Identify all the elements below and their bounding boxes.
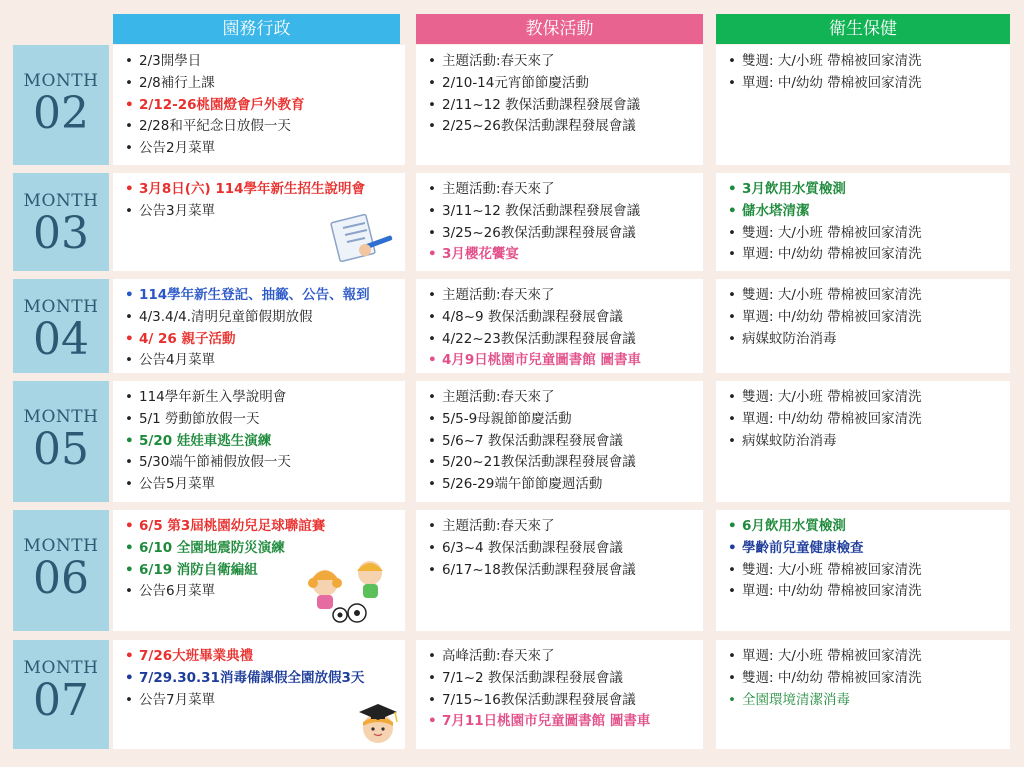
admin-list [123, 387, 395, 496]
list-item: • 7月11日桃園市兒童圖書館 圖書車 [426, 711, 693, 733]
kids-soccer-illustration [295, 553, 400, 625]
list-item: • 6/10 全園地震防災演練 [123, 538, 395, 560]
list-item: • 單週: 中/幼幼 帶棉被回家清洗 [726, 409, 1000, 431]
month-badge [13, 510, 109, 631]
list-item: • 3月8日(六) 114學年新生招生說明會 [123, 179, 395, 201]
list-item: • 114學年新生入學說明會 [123, 387, 395, 409]
admin-cell [113, 279, 405, 373]
edu-list [426, 516, 693, 581]
list-item: • 6/3~4 教保活動課程發展會議 [426, 538, 693, 560]
list-item: • 4月9日桃園市兒童圖書館 圖書車 [426, 350, 693, 372]
list-item: • 6/19 消防自衛編組 [123, 560, 395, 582]
list-item: • 公告5月菜單 [123, 474, 395, 496]
health-cell [716, 510, 1010, 631]
edu-cell [416, 640, 703, 749]
month-badge [13, 45, 109, 165]
health-cell [716, 381, 1010, 502]
list-item: • 3/25~26教保活動課程發展會議 [426, 223, 693, 245]
month-label: MONTH [23, 407, 99, 427]
edu-cell [416, 45, 703, 165]
list-item: • 單週: 中/幼幼 帶棉被回家清洗 [726, 581, 1000, 603]
edu-list [426, 51, 693, 138]
list-item: • 7/1~2 教保活動課程發展會議 [426, 668, 693, 690]
list-item: • 2/25~26教保活動課程發展會議 [426, 116, 693, 138]
list-item: • 5/20~21教保活動課程發展會議 [426, 452, 693, 474]
edu-cell [416, 173, 703, 271]
month-number: 03 [33, 208, 89, 259]
list-item: • 全園環境清潔消毒 [726, 690, 1000, 712]
list-item: • 雙週: 大/小班 帶棉被回家清洗 [726, 285, 1000, 307]
health-cell [716, 640, 1010, 749]
list-item: • 單週: 中/幼幼 帶棉被回家清洗 [726, 73, 1000, 95]
month-badge [13, 381, 109, 502]
list-item: • 2/28和平紀念日放假一天 [123, 116, 395, 138]
graduate-child-illustration [355, 700, 401, 746]
health-cell [716, 173, 1010, 271]
list-item: • 公告2月菜單 [123, 138, 395, 160]
list-item: • 公告4月菜單 [123, 350, 395, 372]
edu-cell [416, 279, 703, 373]
month-number: 04 [33, 314, 89, 365]
list-item: • 學齡前兒童健康檢查 [726, 538, 1000, 560]
list-item: • 儲水塔清潔 [726, 201, 1000, 223]
list-item: • 3月櫻花饗宴 [426, 244, 693, 266]
list-item: • 4/3.4/4.清明兒童節假期放假 [123, 307, 395, 329]
month-badge [13, 640, 109, 749]
health-list [726, 646, 1000, 711]
health-list [726, 51, 1000, 95]
admin-cell [113, 381, 405, 502]
list-item: • 單週: 中/幼幼 帶棉被回家清洗 [726, 244, 1000, 266]
month-label: MONTH [23, 297, 99, 317]
edu-list [426, 285, 693, 372]
list-item: • 4/8~9 教保活動課程發展會議 [426, 307, 693, 329]
list-item: • 主題活動:春天來了 [426, 285, 693, 307]
health-list [726, 285, 1000, 350]
health-cell [716, 45, 1010, 165]
edu-cell [416, 381, 703, 502]
list-item: • 雙週: 大/小班 帶棉被回家清洗 [726, 223, 1000, 245]
list-item: • 雙週: 大/小班 帶棉被回家清洗 [726, 51, 1000, 73]
list-item: • 單週: 大/小班 帶棉被回家清洗 [726, 646, 1000, 668]
month-number: 06 [33, 553, 89, 604]
list-item: • 114學年新生登記、抽籤、公告、報到 [123, 285, 395, 307]
list-item: • 2/12-26桃園燈會戶外教育 [123, 95, 395, 117]
month-label: MONTH [23, 191, 99, 211]
month-label: MONTH [23, 71, 99, 91]
list-item: • 3/11~12 教保活動課程發展會議 [426, 201, 693, 223]
list-item: • 主題活動:春天來了 [426, 51, 693, 73]
month-label: MONTH [23, 658, 99, 678]
list-item: • 主題活動:春天來了 [426, 179, 693, 201]
list-item: • 2/10-14元宵節節慶活動 [426, 73, 693, 95]
header-education: 教保活動 [416, 14, 703, 44]
list-item: • 7/15~16教保活動課程發展會議 [426, 690, 693, 712]
list-item: • 2/11~12 教保活動課程發展會議 [426, 95, 693, 117]
list-item: • 5/20 娃娃車逃生演練 [123, 431, 395, 453]
list-item: • 單週: 中/幼幼 帶棉被回家清洗 [726, 307, 1000, 329]
month-badge [13, 173, 109, 271]
health-list [726, 179, 1000, 266]
list-item: • 公告6月菜單 [123, 581, 395, 603]
list-item: • 高峰活動:春天來了 [426, 646, 693, 668]
list-item: • 5/5-9母親節節慶活動 [426, 409, 693, 431]
list-item: • 4/ 26 親子活動 [123, 329, 395, 351]
edu-list [426, 179, 693, 266]
edu-list [426, 646, 693, 733]
health-list [726, 387, 1000, 452]
month-number: 05 [33, 424, 89, 475]
list-item: • 主題活動:春天來了 [426, 387, 693, 409]
signing-document-icon [325, 210, 395, 262]
month-number: 07 [33, 675, 89, 726]
header-health: 衛生保健 [716, 14, 1010, 44]
list-item: • 5/1 勞動節放假一天 [123, 409, 395, 431]
list-item: • 2/3開學日 [123, 51, 395, 73]
list-item: • 雙週: 大/小班 帶棉被回家清洗 [726, 387, 1000, 409]
header-admin: 園務行政 [113, 14, 400, 44]
health-cell [716, 279, 1010, 373]
list-item: • 2/8補行上課 [123, 73, 395, 95]
list-item: • 4/22~23教保活動課程發展會議 [426, 329, 693, 351]
list-item: • 3月飲用水質檢測 [726, 179, 1000, 201]
admin-cell [113, 45, 405, 165]
list-item: • 6/5 第3屆桃園幼兒足球聯誼賽 [123, 516, 395, 538]
list-item: • 6月飲用水質檢測 [726, 516, 1000, 538]
list-item: • 病媒蚊防治消毒 [726, 431, 1000, 453]
list-item: • 病媒蚊防治消毒 [726, 329, 1000, 351]
month-number: 02 [33, 88, 89, 139]
list-item: • 主題活動:春天來了 [426, 516, 693, 538]
list-item: • 6/17~18教保活動課程發展會議 [426, 560, 693, 582]
list-item: • 5/6~7 教保活動課程發展會議 [426, 431, 693, 453]
month-badge [13, 279, 109, 373]
month-label: MONTH [23, 536, 99, 556]
admin-list [123, 285, 395, 372]
list-item: • 5/26-29端午節節慶週活動 [426, 474, 693, 496]
health-list [726, 516, 1000, 603]
list-item: • 公告7月菜單 [123, 690, 395, 712]
list-item: • 7/26大班畢業典禮 [123, 646, 395, 668]
list-item: • 雙週: 中/幼幼 帶棉被回家清洗 [726, 668, 1000, 690]
list-item: • 雙週: 大/小班 帶棉被回家清洗 [726, 560, 1000, 582]
edu-list [426, 387, 693, 496]
list-item: • 7/29.30.31消毒備課假全園放假3天 [123, 668, 395, 690]
edu-cell [416, 510, 703, 631]
list-item: • 5/30端午節補假放假一天 [123, 452, 395, 474]
admin-list [123, 51, 395, 160]
list-item: • 公告3月菜單 [123, 201, 395, 223]
